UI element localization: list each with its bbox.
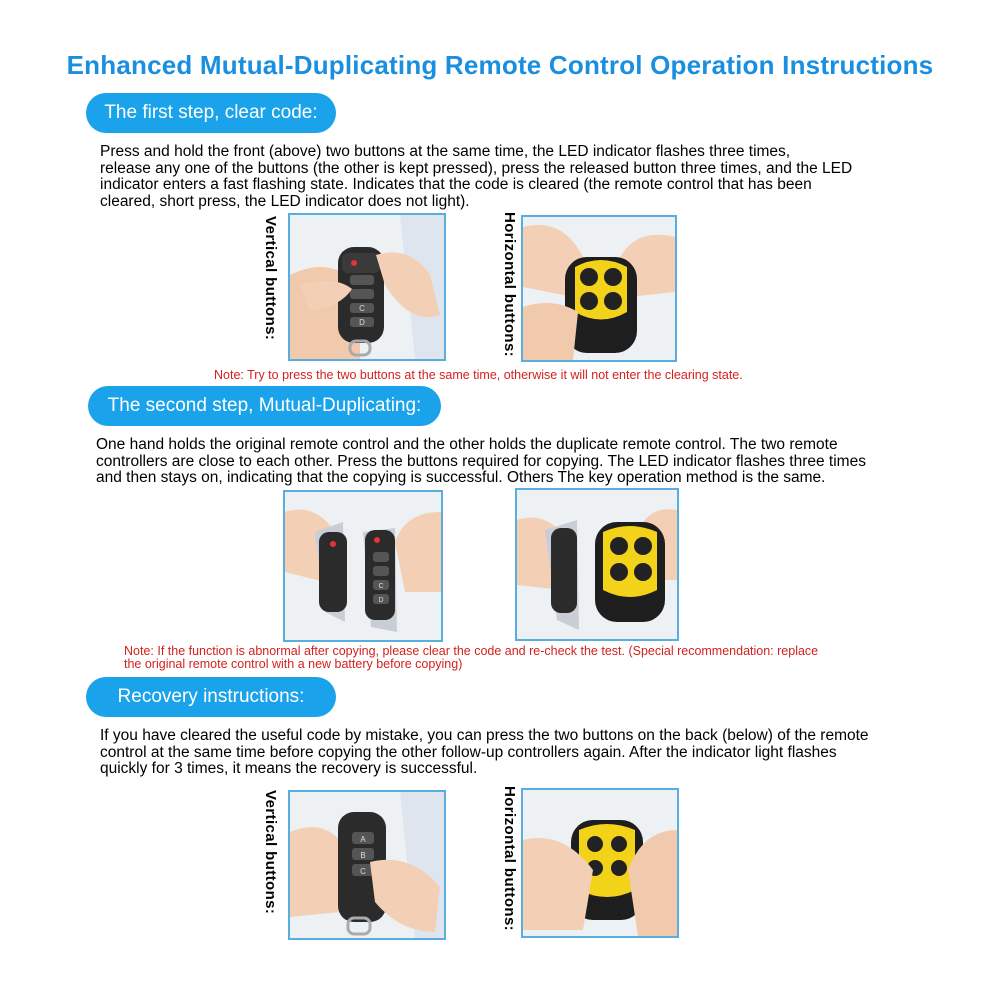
step2-note-line: the original remote control with a new battery before copying) — [124, 657, 463, 671]
step2-horizontal-photo — [515, 488, 679, 641]
step1-line: release any one of the buttons (the other is kept pressed), press the released button three times, and the LED — [100, 159, 853, 177]
step2-note-line: Note: If the function is abnormal after copying, please clear the code and re-check the test. (Special recommendation: replace — [124, 644, 819, 658]
svg-text:B: B — [360, 851, 366, 860]
horizontal-remote-hand-icon — [523, 217, 675, 360]
svg-text:C: C — [360, 867, 366, 876]
step1-vertical-photo — [288, 213, 446, 361]
recovery-line: quickly for 3 times, it means the recovery is successful. — [100, 760, 478, 777]
step1-line: Press and hold the front (above) two buttons at the same time, the LED indicator flashes three times, — [100, 143, 791, 160]
step2-line: and then stays on, indicating that the copying is successful. Others The key operation method is the same. — [96, 469, 826, 486]
step2-heading: The second step, Mutual-Duplicating: — [88, 386, 441, 426]
horizontal-remote-back-icon — [523, 790, 677, 936]
page-title: Enhanced Mutual-Duplicating Remote Control Operation Instructions — [66, 50, 934, 80]
recovery-vertical-label: Vertical buttons: — [262, 790, 279, 915]
recovery-horizontal-photo — [521, 788, 679, 938]
step1-line: cleared, short press, the LED indicator does not light). — [100, 192, 470, 210]
step2-line: controllers are close to each other. Press the buttons required for copying. The LED indicator flashes three times — [96, 452, 866, 470]
step1-line: indicator enters a fast flashing state. Indicates that the code is cleared (the remote control that has been — [100, 176, 812, 193]
step2-vertical-photo — [283, 490, 443, 642]
step2-note — [124, 645, 818, 671]
recovery-heading: Recovery instructions: — [86, 677, 336, 717]
recovery-horizontal-label: Horizontal buttons: — [501, 786, 518, 932]
step1-note: Note: Try to press the two buttons at the same time, otherwise it will not enter the clearing state. — [214, 368, 743, 382]
two-vertical-remotes-icon — [285, 492, 441, 640]
vertical-remote-hand-icon — [290, 215, 444, 359]
vertical-remote-back-icon — [290, 792, 444, 938]
vertical-and-yellow-remote-icon — [517, 490, 677, 639]
svg-text:D: D — [378, 597, 384, 604]
svg-text:D: D — [359, 318, 365, 327]
step2-description — [96, 437, 866, 487]
step1-vertical-label: Vertical buttons: — [262, 216, 279, 341]
svg-text:A: A — [360, 835, 366, 844]
step1-horizontal-photo — [521, 215, 677, 362]
recovery-vertical-photo — [288, 790, 446, 940]
svg-text:C: C — [378, 583, 384, 590]
recovery-line: control at the same time before copying the other follow-up controllers again. After the indicator light flashes — [100, 743, 837, 761]
recovery-line: If you have cleared the useful code by mistake, you can press the two buttons on the back (below) of the remote — [100, 727, 869, 744]
step1-heading: The first step, clear code: — [86, 93, 336, 133]
recovery-description — [100, 728, 869, 778]
step2-line: One hand holds the original remote control and the other holds the duplicate remote control. The two remote — [96, 436, 838, 453]
svg-text:C: C — [359, 304, 365, 313]
step1-horizontal-label: Horizontal buttons: — [501, 212, 518, 358]
step1-description — [100, 144, 852, 210]
